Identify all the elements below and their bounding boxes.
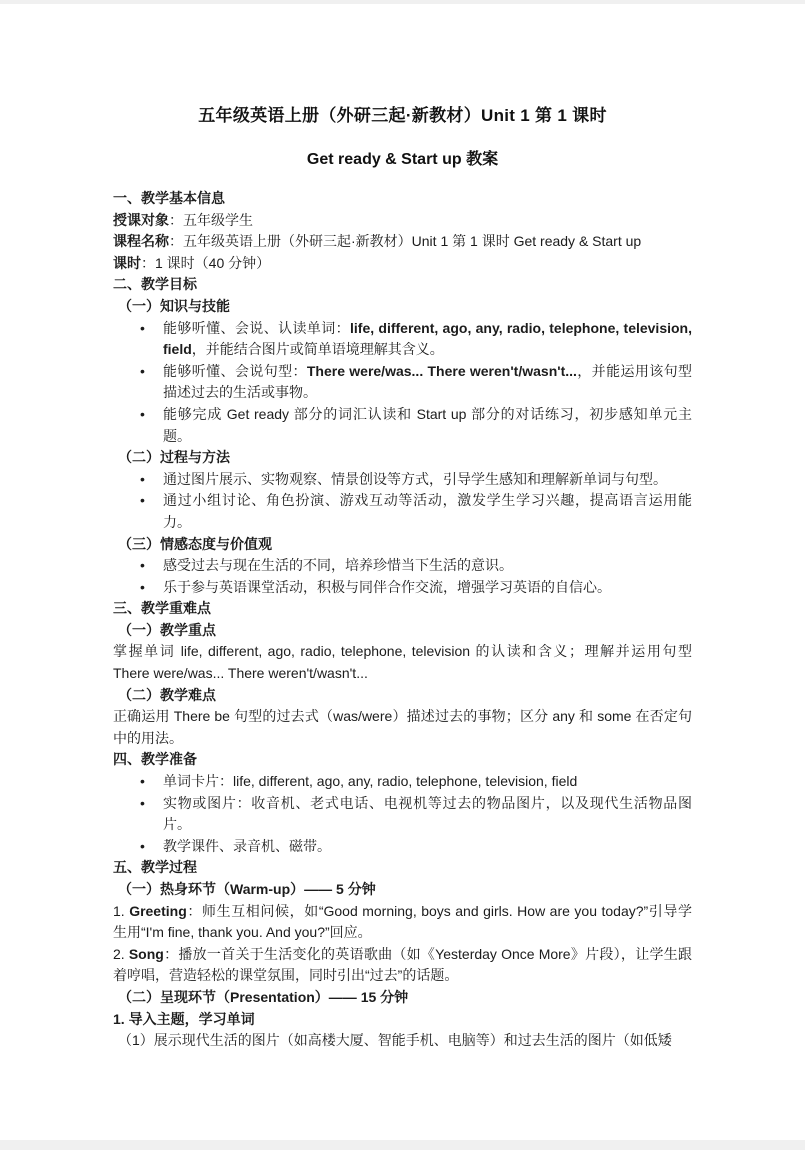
text-run: 正确运用 There be 句型的过去式（was/were）描述过去的事物；区分 any 和 some 在否定句中的用法。	[113, 708, 692, 746]
bullet-text	[163, 836, 692, 858]
text-run-bold: 课程名称	[113, 233, 169, 250]
section-2-heading	[113, 274, 692, 296]
text-run: ：五年级英语上册（外研三起·新教材）Unit 1 第 1 课时 Get ready & Start up	[169, 233, 642, 250]
section-2-2-heading	[113, 447, 692, 469]
section-2-3-heading	[113, 534, 692, 556]
bullet-text	[163, 793, 692, 836]
section-5-heading	[113, 857, 692, 879]
bullet-icon: •	[140, 773, 145, 790]
bullet-text	[163, 404, 692, 447]
text-run: ：师生互相问候，如“Good morning, boys and girls. How are you today?”引导学生用“I'm fine, thank you. And you?”回应。	[113, 902, 692, 941]
bullet-icon: •	[140, 837, 145, 854]
text-run-bold: 课时	[113, 254, 141, 271]
presentation-heading	[113, 987, 692, 1009]
text-run: ：播放一首关于生活变化的英语歌曲（如《Yesterday Once More》片段），让学生跟着哼唱，营造轻松的课堂氛围，同时引出“过去”的话题。	[113, 945, 692, 984]
text-run-bold: （一）热身环节（Warm-up）—— 5 分钟	[118, 881, 376, 897]
bullet-text	[163, 771, 692, 793]
bullet-icon: •	[140, 492, 145, 509]
text-run-bold: 二、教学目标	[113, 276, 197, 293]
bullet-text	[163, 577, 692, 599]
bullet-text	[163, 469, 692, 491]
section-1-heading	[113, 188, 692, 210]
text-run: 能够完成 Get ready 部分的词汇认读和 Start up 部分的对话练习，初步感知单元主题。	[163, 405, 692, 444]
text-run-bold: （二）过程与方法	[118, 449, 230, 466]
text-run: 单词卡片：life, different, ago, any, radio, telephone, television, field	[163, 773, 578, 790]
text-run-bold: Greeting	[129, 902, 187, 919]
bullet-text	[163, 318, 692, 361]
section-4-heading	[113, 749, 692, 771]
text-run: ，并能运用该句型描述过去的生活或事物。	[163, 362, 693, 401]
text-run: ，并能结合图片或简单语境理解其含义。	[191, 341, 444, 358]
bullet-icon: •	[140, 405, 145, 422]
text-run: ：五年级学生	[169, 211, 253, 228]
info-duration	[113, 253, 692, 275]
emotion-2	[113, 577, 692, 599]
text-run-bold: 三、教学重难点	[113, 600, 211, 617]
text-run-bold: （二）教学难点	[118, 686, 216, 703]
text-run: 通过图片展示、实物观察、情景创设等方式，引导学生感知和理解新单词与句型。	[163, 470, 667, 487]
text-run-bold: 1. 导入主题，学习单词	[113, 1010, 255, 1027]
warmup-song	[113, 944, 692, 987]
document-subtitle: Get ready & Start up 教案	[306, 151, 499, 168]
text-run: 能够听懂、会说、认读单词：	[163, 319, 350, 336]
bullet-icon: •	[140, 362, 145, 379]
text-run: （1）展示现代生活的图片（如高楼大厦、智能手机、电脑等）和过去生活的图片（如低矮	[118, 1032, 672, 1049]
text-run-bold: life, different, ago, any, radio, telephone, television, field	[163, 319, 692, 358]
text-run: 乐于参与英语课堂活动，积极与同伴合作交流，增强学习英语的自信心。	[163, 578, 611, 595]
text-run: 教学课件、录音机、磁带。	[163, 837, 331, 854]
document-body	[113, 188, 692, 1052]
text-run-bold: （一）教学重点	[118, 621, 216, 638]
bullet-icon: •	[140, 794, 145, 811]
text-run-bold: 四、教学准备	[113, 751, 197, 768]
bullet-icon: •	[140, 470, 145, 487]
info-audience	[113, 210, 692, 232]
bullet-text	[163, 555, 692, 577]
bullet-text	[163, 490, 692, 533]
text-run: 2.	[113, 945, 129, 962]
prep-pictures	[113, 793, 692, 836]
bullet-icon: •	[140, 578, 145, 595]
text-run-bold: 一、教学基本信息	[113, 190, 225, 206]
text-run-bold: Song	[128, 945, 164, 962]
warmup-greeting	[113, 901, 692, 944]
section-2-1-heading	[113, 296, 692, 318]
text-run-bold: 五、教学过程	[113, 859, 197, 876]
info-course-name	[113, 231, 692, 253]
text-run: 实物或图片：收音机、老式电话、电视机等过去的物品图片，以及现代生活物品图片。	[163, 794, 692, 833]
document-page	[0, 4, 805, 1140]
prep-media	[113, 836, 692, 858]
method-2	[113, 490, 692, 533]
warmup-heading	[113, 879, 692, 901]
prep-word-cards	[113, 771, 692, 793]
document-title: 五年级英语上册（外研三起·新教材）Unit 1 第 1 课时	[198, 106, 607, 125]
text-run-bold: 授课对象	[113, 211, 169, 228]
bullet-icon: •	[140, 319, 145, 336]
text-run-bold: （一）知识与技能	[118, 297, 230, 314]
text-run: ：1 课时（40 分钟）	[141, 254, 271, 271]
key-points	[113, 641, 692, 684]
text-run-bold: There were/was... There weren't/wasn't...	[306, 362, 577, 379]
text-run: 能够听懂、会说句型：	[163, 362, 307, 379]
difficult-points	[113, 706, 692, 749]
presentation-step-1-1	[113, 1030, 692, 1052]
emotion-1	[113, 555, 692, 577]
text-run: 感受过去与现在生活的不同，培养珍惜当下生活的意识。	[163, 557, 513, 574]
section-3-1-heading	[113, 620, 692, 642]
objective-tasks	[113, 404, 692, 447]
section-3-2-heading	[113, 685, 692, 707]
text-run: 掌握单词 life, different, ago, radio, telephone, television 的认读和含义；理解并运用句型 There were/was... There weren't/wasn't...	[113, 643, 692, 682]
objective-sentences	[113, 361, 692, 404]
presentation-step-1-heading	[113, 1009, 692, 1031]
method-1	[113, 469, 692, 491]
text-run: 通过小组讨论、角色扮演、游戏互动等活动，激发学生学习兴趣，提高语言运用能力。	[163, 492, 692, 530]
bullet-text	[163, 361, 692, 404]
bullet-icon: •	[140, 557, 145, 574]
text-run-bold: （三）情感态度与价值观	[118, 535, 272, 552]
text-run-bold: （二）呈现环节（Presentation）—— 15 分钟	[118, 988, 409, 1005]
section-3-heading	[113, 598, 692, 620]
objective-words	[113, 318, 692, 361]
text-run: 1.	[113, 902, 130, 919]
